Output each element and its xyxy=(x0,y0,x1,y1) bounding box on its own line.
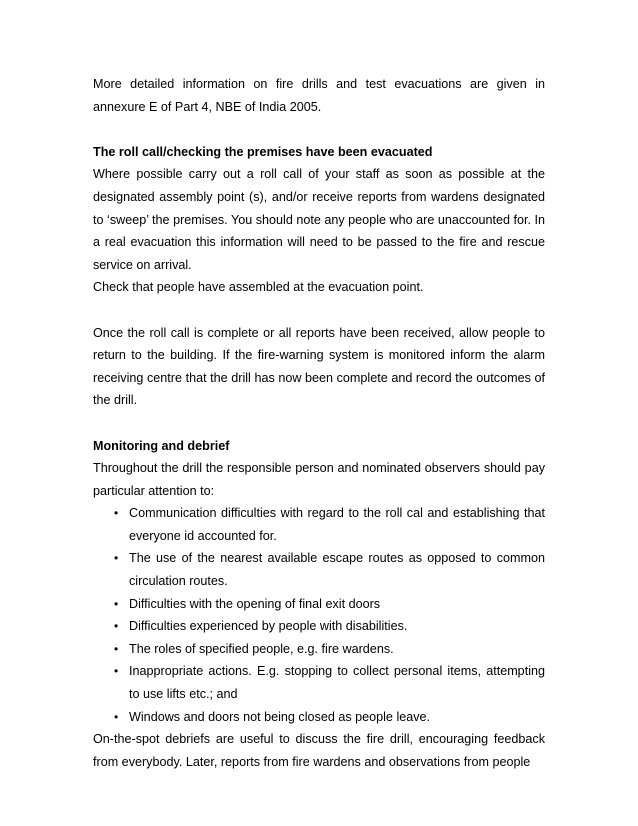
spacer xyxy=(93,299,545,322)
bullet-icon: • xyxy=(114,619,119,634)
document-page xyxy=(93,73,545,773)
bullet-icon: • xyxy=(114,506,119,521)
roll-call-paragraph: Where possible carry out a roll call of your staff as soon as possible at the designated assembly point (s), and/or receive reports from wardens designated to ‘sweep’ the premises. You should note any people who are unaccounted for. In a real evacuation this information will need to be passed to the fire and rescue service on arrival. xyxy=(93,167,545,272)
bullet-icon: • xyxy=(114,709,119,724)
list-item xyxy=(93,593,545,616)
roll-call-heading: The roll call/checking the premises have been evacuated xyxy=(93,144,433,159)
list-item xyxy=(93,547,545,592)
assembly-check-paragraph: Check that people have assembled at the evacuation point. xyxy=(93,280,424,295)
intro-paragraph: More detailed information on fire drills and test evacuations are given in annexure E of Part 4, NBE of India 2005. xyxy=(93,77,545,114)
debrief-paragraph: On-the-spot debriefs are useful to discuss the fire drill, encouraging feedback from everybody. Later, reports from fire wardens and observations from people xyxy=(93,732,545,769)
list-item-text: Difficulties experienced by people with disabilities. xyxy=(129,619,408,634)
list-item xyxy=(93,615,545,638)
bullet-icon: • xyxy=(114,641,119,656)
bullet-icon: • xyxy=(114,551,119,566)
list-item-text: Windows and doors not being closed as people leave. xyxy=(129,709,431,724)
spacer xyxy=(93,412,545,435)
list-item xyxy=(93,638,545,661)
list-item-text: Communication difficulties with regard to the roll cal and establishing that everyone id accounted for. xyxy=(129,506,545,543)
list-item xyxy=(93,706,545,729)
monitoring-heading: Monitoring and debrief xyxy=(93,438,230,453)
list-item xyxy=(93,502,545,547)
list-item xyxy=(93,660,545,705)
attention-list xyxy=(93,502,545,728)
bullet-icon: • xyxy=(114,664,119,679)
list-item-text: Inappropriate actions. E.g. stopping to collect personal items, attempting to use lifts etc.; and xyxy=(129,664,545,702)
bullet-icon: • xyxy=(114,596,119,611)
list-item-text: Difficulties with the opening of final exit doors xyxy=(129,596,381,611)
list-item-text: The use of the nearest available escape routes as opposed to common circulation routes. xyxy=(129,551,545,589)
spacer xyxy=(93,118,545,141)
return-to-building-paragraph: Once the roll call is complete or all reports have been received, allow people to return to the building. If the fire-warning system is monitored inform the alarm receiving centre that the drill has now been complete and record the outcomes of the drill. xyxy=(93,325,545,408)
list-item-text: The roles of specified people, e.g. fire wardens. xyxy=(129,641,394,656)
monitoring-intro-paragraph: Throughout the drill the responsible person and nominated observers should pay particular attention to: xyxy=(93,461,545,498)
